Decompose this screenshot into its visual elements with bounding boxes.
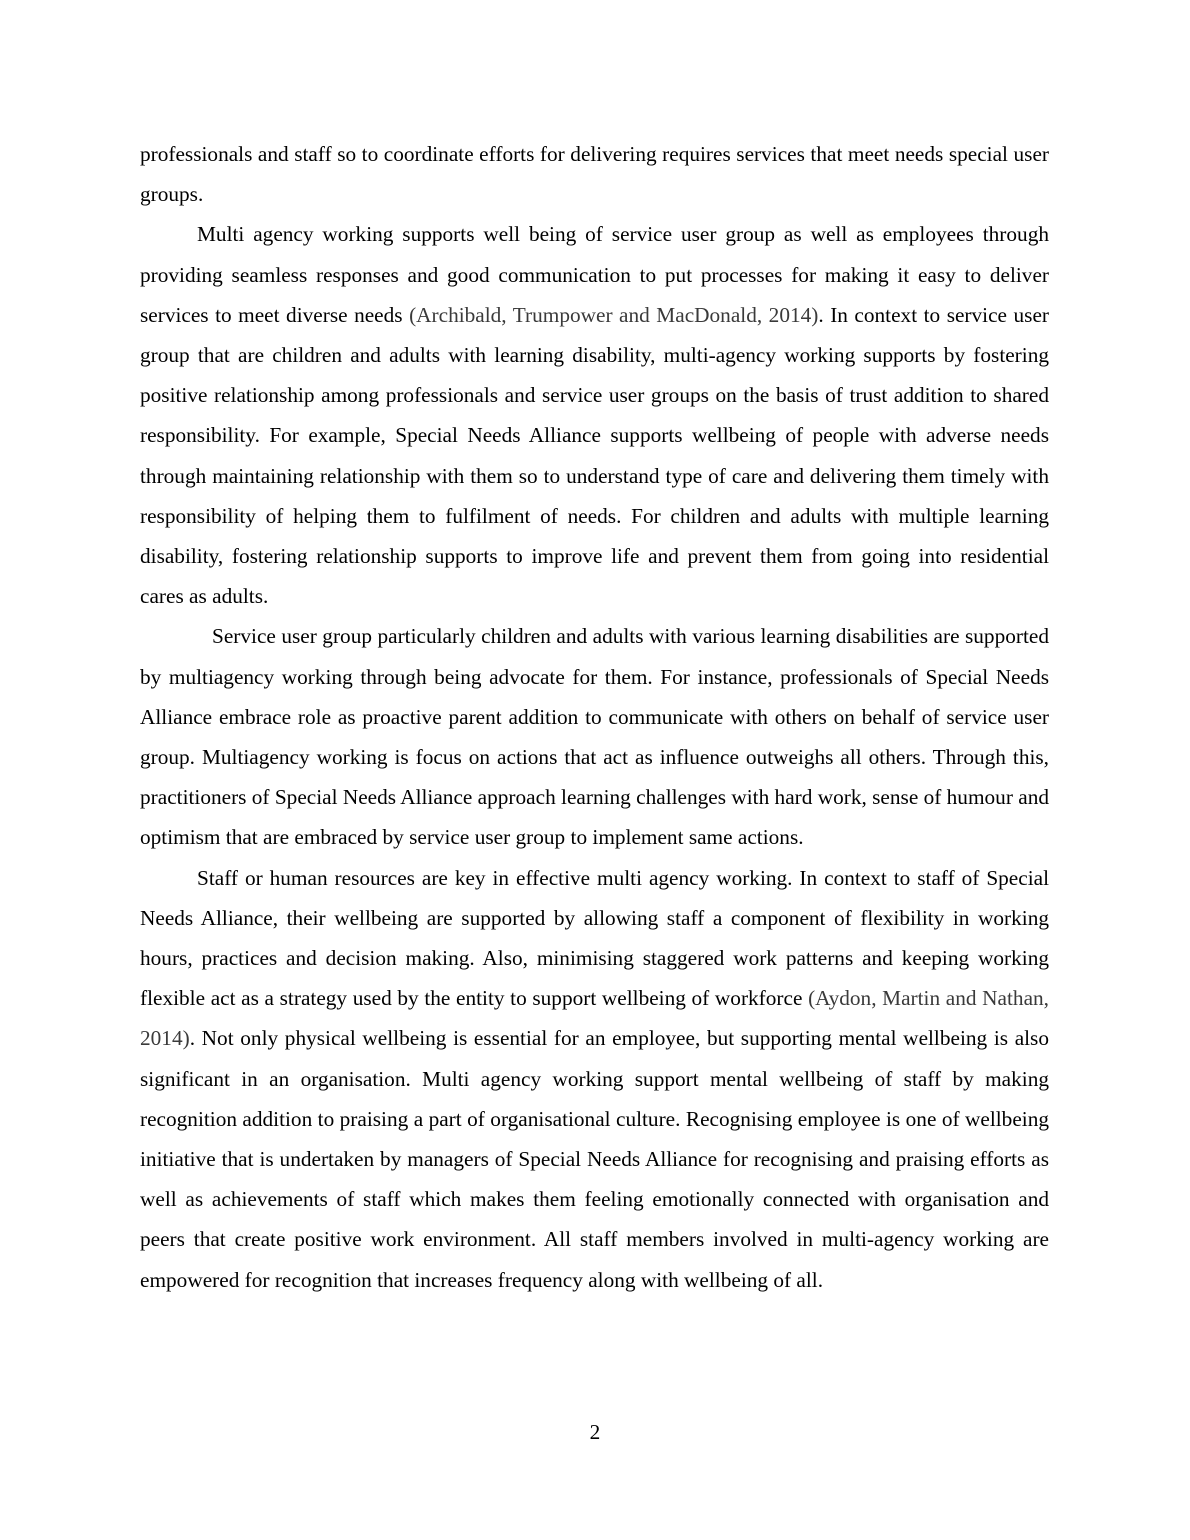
paragraph-4-text-a: Staff or human resources are key in effective multi agency working. In context to staff of Special Needs Alliance, their wellbeing are supported by allowing staff a component of flexibility in working hours, practices and decision making. Also, minimising staggered work patterns and keeping working flexible act as a strategy used by the entity to support wellbeing of workforce	[140, 865, 1049, 1011]
paragraph-staff-wellbeing	[140, 858, 1049, 1300]
body-text	[140, 134, 1049, 1300]
paragraph-advocacy	[140, 616, 1049, 857]
paragraph-2-text-a: Multi agency working supports well being of service user group as well as employees through providing seamless responses and good communication to put processes for making it easy to deliver services to meet diverse needs	[140, 222, 1049, 327]
paragraph-4-text-b: . Not only physical wellbeing is essential for an employee, but supporting mental wellbeing is also significant in an organisation. Multi agency working support mental wellbeing of staff by making recognition addition to praising a part of organisational culture. Recognising employee is one of wellbeing initiative that is undertaken by managers of Special Needs Alliance for recognising and praising efforts as well as achievements of staff which makes them feeling emotionally connected with organisation and peers that create positive work environment. All staff members involved in multi-agency working are empowered for recognition that increases frequency along with wellbeing of all.	[140, 1026, 1049, 1292]
paragraph-2-text-b: . In context to service user group that are children and adults with learning disability, multi-agency working supports by fostering positive relationship among professionals and service user groups on the basis of trust addition to shared responsibility. For example, Special Needs Alliance supports wellbeing of people with adverse needs through maintaining relationship with them so to understand type of care and delivering them timely with responsibility of helping them to fulfilment of needs. For children and adults with multiple learning disability, fostering relationship supports to improve life and prevent them from going into residential cares as adults.	[140, 302, 1049, 609]
citation-archibald-2014: (Archibald, Trumpower and MacDonald, 2014)	[409, 302, 819, 327]
paragraph-3-text: Service user group particularly children and adults with various learning disabilities are supported by multiagency working through being advocate for them. For instance, professionals of Special Needs Alliance embrace role as proactive parent addition to communicate with others on behalf of service user group. Multiagency working is focus on actions that act as influence outweighs all others. Through this, practitioners of Special Needs Alliance approach learning challenges with hard work, sense of humour and optimism that are embraced by service user group to implement same actions.	[140, 624, 1049, 850]
paragraph-continuation	[140, 134, 1049, 214]
paragraph-multi-agency-wellbeing	[140, 214, 1049, 616]
paragraph-1-text: professionals and staff so to coordinate efforts for delivering requires services that meet needs special user groups.	[140, 142, 1049, 207]
citation-aydon-2014: (Aydon, Martin and Nathan, 2014)	[140, 986, 1049, 1051]
page-number: 2	[589, 1420, 601, 1444]
